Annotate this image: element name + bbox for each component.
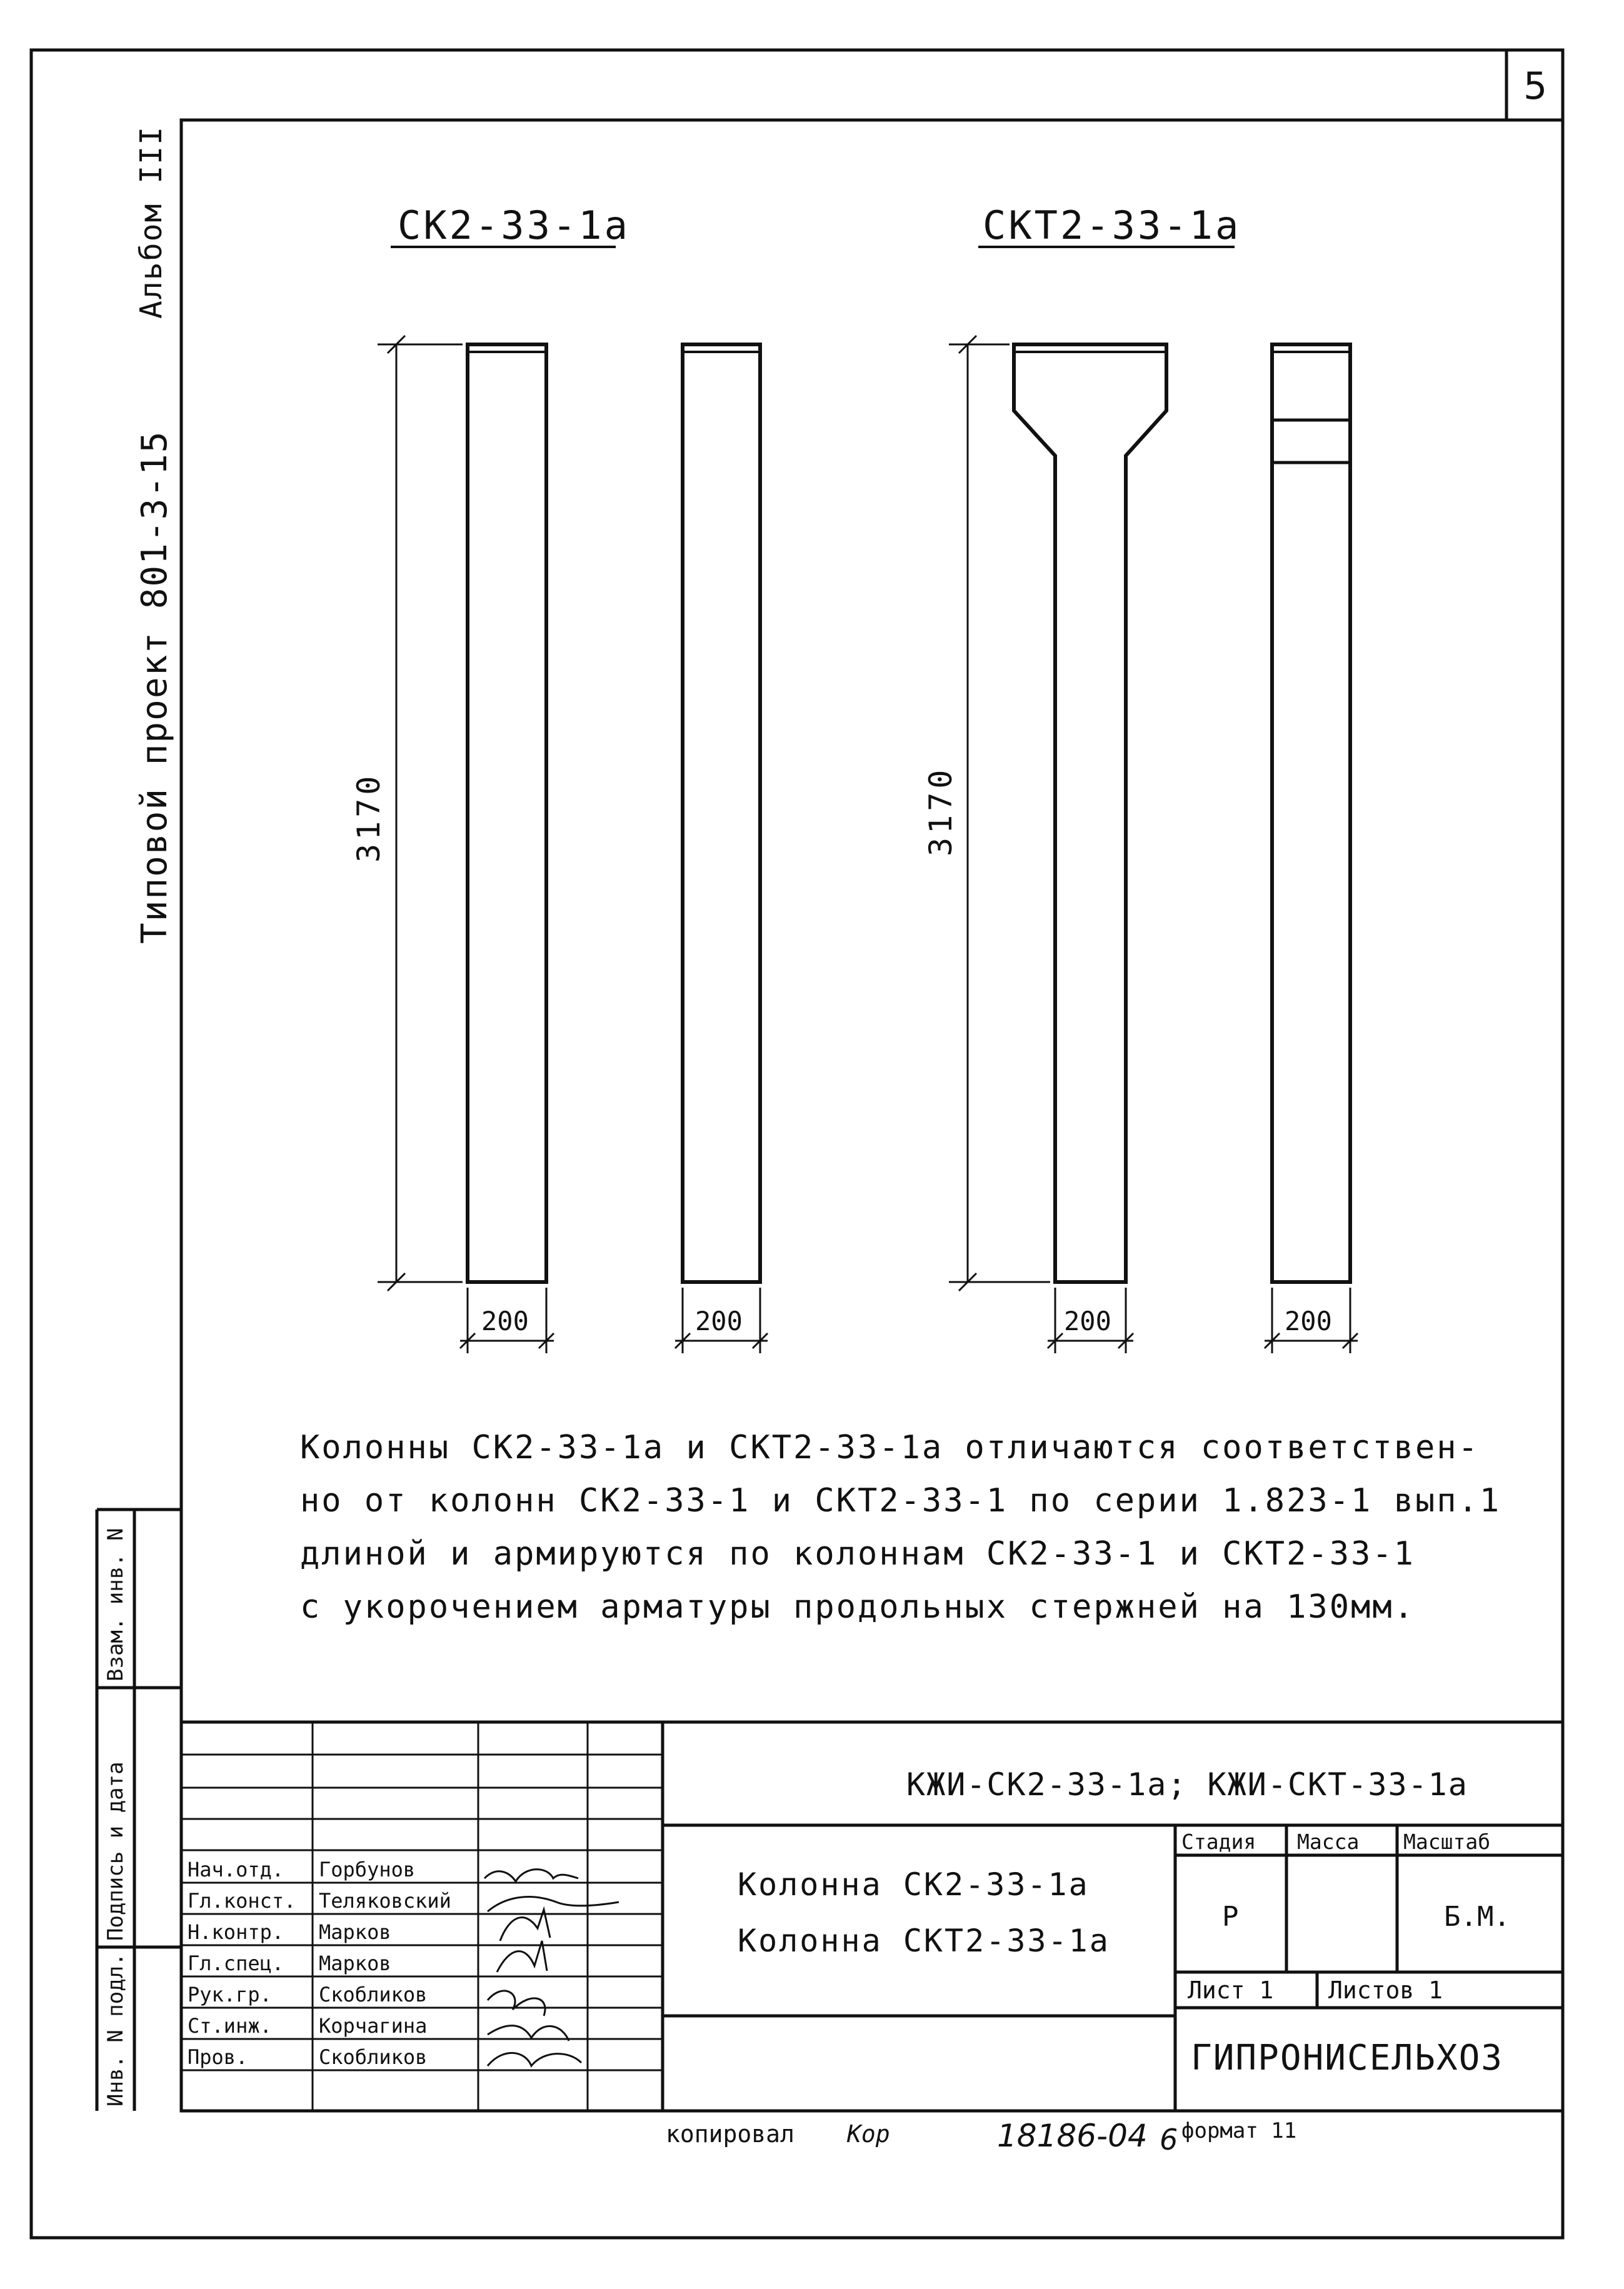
signatures [484,1870,619,2066]
note-line-2: но от колонн СК2-33-1 и СКТ2-33-1 по серии 1.823-1 вып.1 [300,1482,1501,1520]
drawing-title-left: СК2-33-1а [398,203,630,248]
note-line-4: с укорочением арматуры продольных стержней на 130мм. [300,1588,1415,1626]
inner-frame [181,120,1563,2111]
column-skt2-side [1272,344,1350,1282]
stage-header: Стадия [1181,1830,1256,1854]
person-role: Нач.отд. [188,1858,284,1881]
dim-height-left [378,336,463,1291]
sheets-label: Листов 1 [1328,1976,1443,2004]
scale-header: Масштаб [1403,1830,1491,1854]
note-line-1: Колонны СК2-33-1а и СКТ2-33-1а отличаются соответствен- [300,1429,1480,1466]
column-sk2-front [468,344,546,1282]
stamp-signature-date: Подпись и дата [103,1761,128,1941]
dim-width-2-label: 200 [695,1306,743,1336]
person-name: Корчагина [319,2014,428,2038]
column-sk2-side [683,344,760,1282]
note-line-3: длиной и армируются по колоннам СК2-33-1 и СКТ2-33-1 [300,1535,1415,1573]
person-role: Ст.инж. [188,2014,272,2038]
project-label: Типовой проект 801-3-15 [134,430,175,944]
dim-width-1-label: 200 [481,1306,529,1336]
doc-number: 18186-04 [997,2118,1148,2154]
person-name: Скобликов [319,2045,428,2069]
column-skt2-front [1014,344,1166,1282]
drawing-title-right: СКТ2-33-1а [983,203,1241,248]
album-label: Альбом III [134,126,169,319]
copied-by-signature: Кор [847,2120,890,2148]
stage-value: Р [1222,1901,1239,1933]
person-role: Пров. [188,2045,248,2069]
stamp-original-inv: Инв. N подл. [103,1953,128,2106]
doc-number-suffix: 6 [1160,2123,1178,2156]
person-name: Марков [319,1920,391,1944]
scale-value: Б.М. [1444,1901,1510,1933]
mass-header: Масса [1297,1830,1360,1854]
sheet-number: 5 [1523,64,1548,108]
person-role: Н.контр. [188,1920,284,1944]
person-role: Рук.гр. [188,1983,272,2006]
person-name: Марков [319,1951,391,1975]
person-role: Гл.конст. [188,1889,296,1913]
dim-width-3-label: 200 [1064,1306,1111,1336]
person-name: Скобликов [319,1983,428,2006]
product-name-2: Колонна СКТ2-33-1а [738,1923,1110,1959]
dim-width-4-label: 200 [1285,1306,1332,1336]
dim-height-right-label: 3170 [923,766,959,856]
copied-by: копировал [666,2120,794,2148]
doc-code: КЖИ-СК2-33-1а; КЖИ-СКТ-33-1а [906,1766,1468,1803]
stamp-replace-inv: Взам. инв. N [103,1528,128,1681]
person-role: Гл.спец. [188,1951,284,1975]
organization-name: ГИПРОНИСЕЛЬХОЗ [1191,2038,1504,2078]
product-name-1: Колонна СК2-33-1а [738,1866,1090,1903]
person-name: Теляковский [319,1889,451,1913]
dim-height-right [949,336,1050,1291]
person-name: Горбунов [319,1858,416,1881]
sheet-label: Лист 1 [1188,1976,1274,2004]
format-label: формат 11 [1181,2118,1297,2143]
dim-height-left-label: 3170 [351,772,387,863]
